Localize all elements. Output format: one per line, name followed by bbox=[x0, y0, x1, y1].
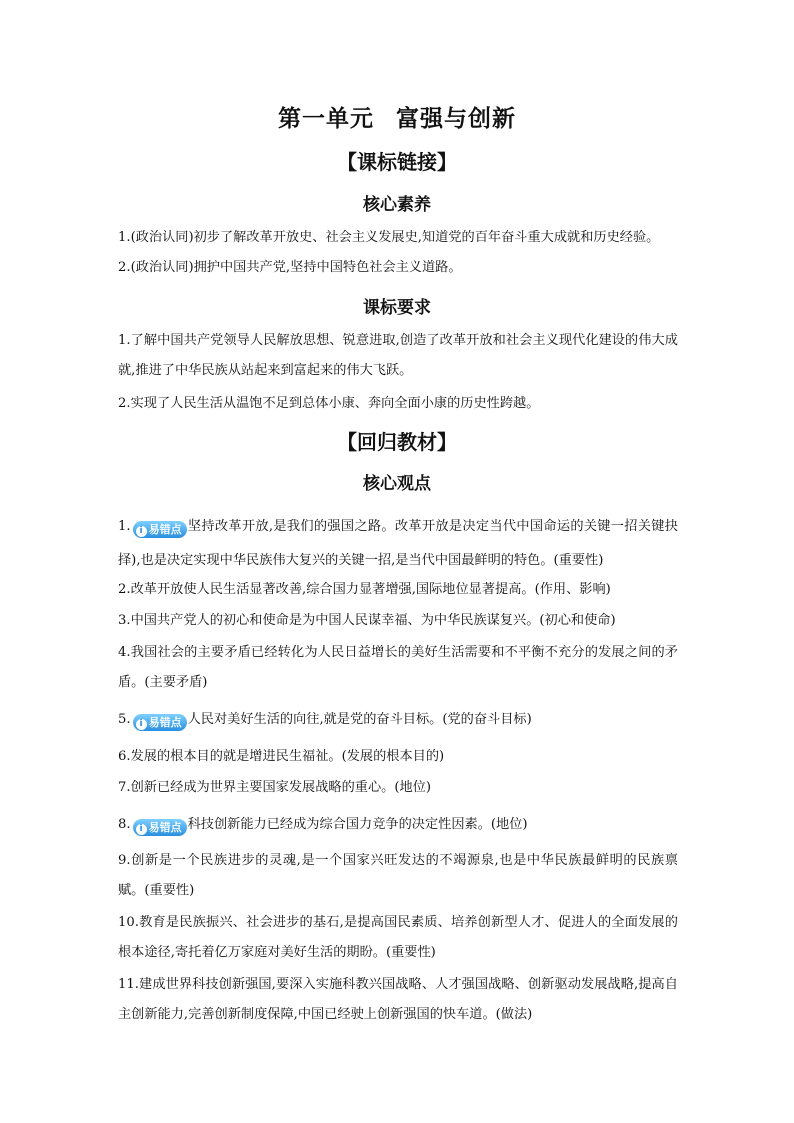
viewpoint-item: 9.创新是一个民族进步的灵魂,是一个国家兴旺发达的不竭源泉,也是中华民族最鲜明的民族禀赋。(重要性) bbox=[118, 853, 678, 898]
viewpoint-item: 10.教育是民族振兴、社会进步的基石,是提高国民素质、培养创新型人才、促进人的全面发展的根本途径,寄托着亿万家庭对美好生活的期盼。(重要性) bbox=[118, 915, 678, 960]
requirement-item: 2.实现了人民生活从温饱不足到总体小康、奔向全面小康的历史性跨越。 bbox=[118, 396, 540, 411]
viewpoint-item: 4.我国社会的主要矛盾已经转化为人民日益增长的美好生活需要和不平衡不充分的发展之间的矛盾。(主要矛盾) bbox=[118, 645, 678, 690]
info-icon: i bbox=[136, 824, 147, 835]
literacy-item: 2.(政治认同)拥护中国共产党,坚持中国特色社会主义道路。 bbox=[118, 260, 462, 275]
requirement-item: 1.了解中国共产党领导人民解放思想、锐意进取,创造了改革开放和社会主义现代化建设的伟大成就,推进了中华民族从站起来到富起来的伟大飞跃。 bbox=[118, 333, 678, 378]
error-prone-badge: i 易错点 bbox=[133, 521, 187, 538]
info-icon: i bbox=[136, 526, 147, 537]
page-title bbox=[0, 100, 794, 133]
subheading-curriculum-requirements: 课标要求 bbox=[363, 298, 431, 318]
viewpoint-item: 2.改革开放使人民生活显著改善,综合国力显著增强,国际地位显著提高。(作用、影响) bbox=[118, 582, 611, 597]
viewpoint-item: 3.中国共产党人的初心和使命是为中国人民谋幸福、为中华民族谋复兴。(初心和使命) bbox=[118, 613, 616, 628]
viewpoint-item: 6.发展的根本目的就是增进民生福祉。(发展的根本目的) bbox=[118, 749, 445, 764]
viewpoint-item: 8. i 易错点 科技创新能力已经成为综合国力竞争的决定性因素。(地位) bbox=[118, 817, 528, 834]
unit-theme: 富强与创新 bbox=[396, 105, 516, 132]
section-heading-textbook-review: 【回归教材】 bbox=[337, 430, 457, 454]
info-icon: i bbox=[136, 719, 147, 730]
error-prone-badge: i 易错点 bbox=[133, 714, 187, 731]
subheading-core-literacy: 核心素养 bbox=[363, 195, 431, 215]
unit-label: 第一单元 bbox=[278, 105, 374, 132]
viewpoint-item: 7.创新已经成为世界主要国家发展战略的重心。(地位) bbox=[118, 780, 432, 795]
viewpoint-item: 11.建成世界科技创新强国,要深入实施科教兴国战略、人才强国战略、创新驱动发展战略,提高自主创新能力,完善创新制度保障,中国已经驶上创新强国的快车道。(做法) bbox=[118, 977, 678, 1022]
viewpoint-item: 5. i 易错点 人民对美好生活的向往,就是党的奋斗目标。(党的奋斗目标) bbox=[118, 712, 532, 729]
section-heading-curriculum: 【课标链接】 bbox=[337, 150, 457, 174]
literacy-item: 1.(政治认同)初步了解改革开放史、社会主义发展史,知道党的百年奋斗重大成就和历史经验。 bbox=[118, 230, 660, 245]
error-prone-badge: i 易错点 bbox=[133, 819, 187, 836]
viewpoint-item: 1. i 易错点 坚持改革开放,是我们的强国之路。改革开放是决定当代中国命运的关键一招关键抉择),也是决定实现中华民族伟大复兴的关键一招,是当代中国最鲜明的特色。(重要性) bbox=[118, 519, 678, 568]
subheading-core-viewpoints: 核心观点 bbox=[363, 474, 431, 494]
